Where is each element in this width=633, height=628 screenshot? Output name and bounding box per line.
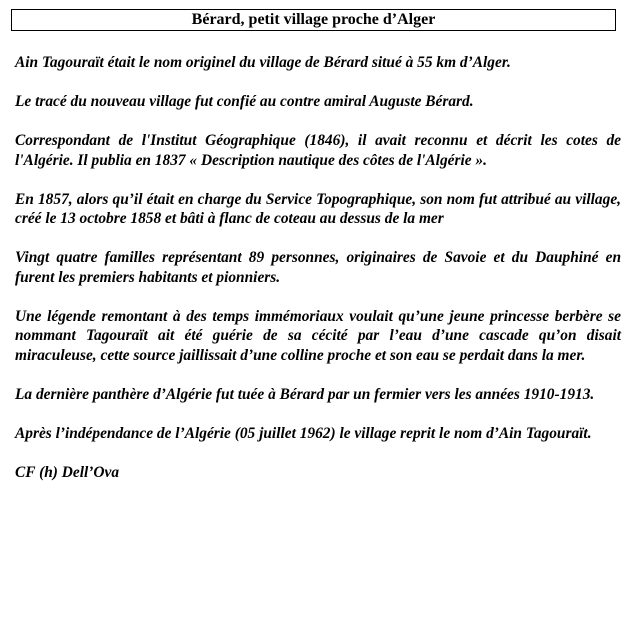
paragraph-legend: Une légende remontant à des temps immémoriaux voulait qu’une jeune princesse berbère se nommant Tagouraït ait été guérie de sa cécité par l’eau d’une cascade qu’on disait miraculeuse, cette source jaillissait d’une colline proche et son eau se perdait dans la mer.	[15, 307, 621, 364]
document-body	[15, 53, 621, 502]
paragraph-naming: En 1857, alors qu’il était en charge du Service Topographique, son nom fut attribué au village, créé le 13 octobre 1858 et bâti à flanc de coteau au dessus de la mer	[15, 190, 621, 227]
paragraph-layout: Le tracé du nouveau village fut confié au contre amiral Auguste Bérard.	[15, 93, 474, 110]
paragraph-panther: La dernière panthère d’Algérie fut tuée à Bérard par un fermier vers les années 1910-1913.	[15, 385, 595, 403]
paragraph-families: Vingt quatre familles représentant 89 personnes, originaires de Savoie et du Dauphiné en furent les premiers habitants et pionniers.	[15, 249, 621, 286]
paragraph-independence: Après l’indépendance de l’Algérie (05 juillet 1962) le village reprit le nom d’Ain Tagouraït.	[15, 424, 592, 442]
paragraph-origin: Ain Tagouraït était le nom originel du village de Bérard situé à 55 km d’Alger.	[15, 54, 511, 71]
author-signature: CF (h) Dell’Ova	[15, 463, 120, 481]
paragraph-correspondent: Correspondant de l'Institut Géographique (1846), il avait reconnu et décrit les cotes de l'Algérie. Il publia en 1837 « Description nautique des côtes de l'Algérie ».	[15, 132, 621, 169]
page-title: Bérard, petit village proche d’Alger	[11, 9, 616, 31]
